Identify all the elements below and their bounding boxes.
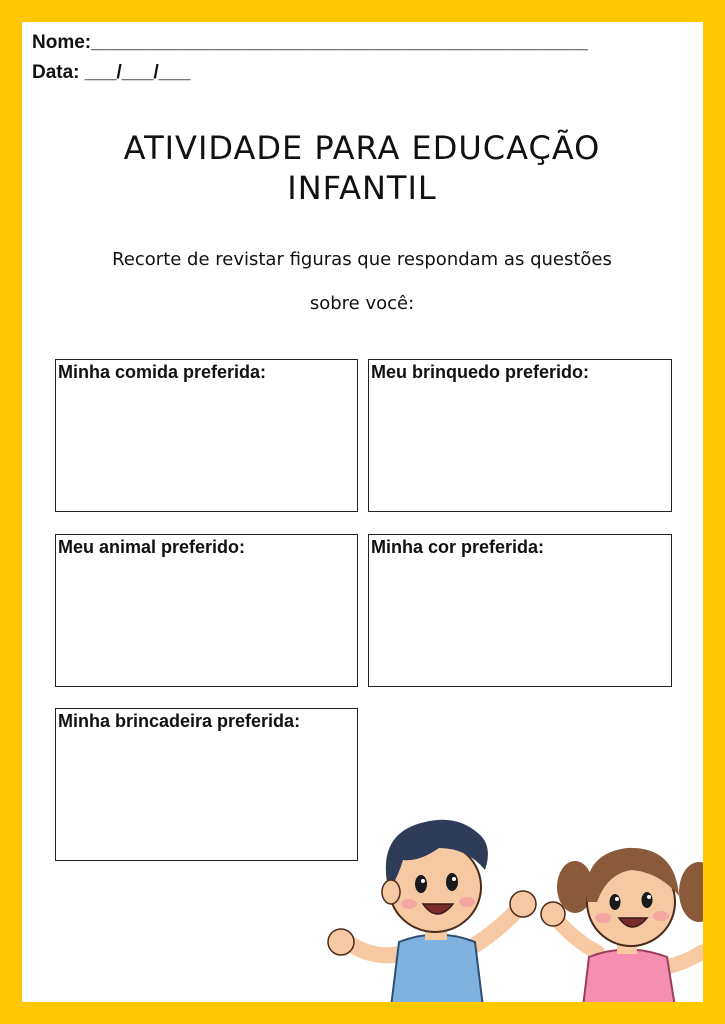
box-label: Meu brinquedo preferido: [371, 362, 589, 382]
box-label: Meu animal preferido: [58, 537, 246, 557]
date-field[interactable]: Data: ___/___/___ [32, 62, 191, 83]
favorite-toy-box[interactable] [368, 359, 672, 512]
favorite-food-box[interactable] [55, 359, 358, 512]
title-line-1: ATIVIDADE PARA EDUCAÇÃO [123, 129, 601, 167]
worksheet-page [22, 22, 703, 1002]
instruction-line-2: sobre você: [309, 293, 415, 314]
cheerful-children-icon [307, 792, 703, 1002]
instruction-text [52, 238, 672, 326]
boy-figure [328, 820, 536, 1002]
title-line-2: INFANTIL [287, 169, 437, 207]
box-label: Minha brincadeira preferida: [58, 711, 301, 731]
box-label: Minha comida preferida: [58, 362, 267, 382]
girl-figure [541, 848, 703, 1002]
favorite-animal-box[interactable] [55, 534, 358, 687]
name-field[interactable]: Nome:_______________________________________________ [32, 32, 588, 53]
instruction-line-1: Recorte de revistar figuras que respondam as questões [112, 249, 612, 270]
page-title [62, 128, 662, 208]
box-label: Minha cor preferida: [371, 537, 545, 557]
favorite-color-box[interactable] [368, 534, 672, 687]
